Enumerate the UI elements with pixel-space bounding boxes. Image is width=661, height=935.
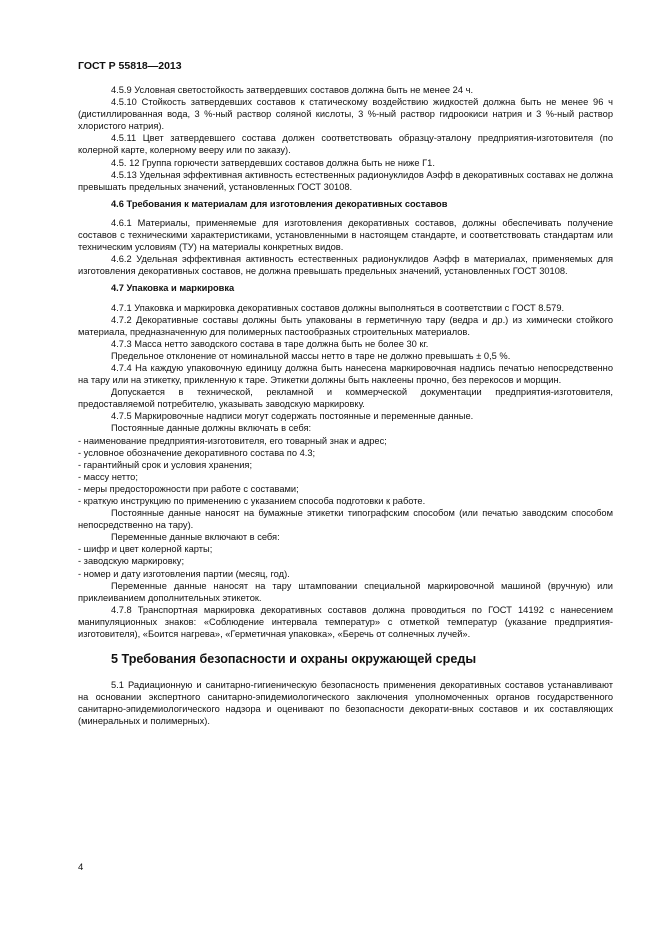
list-item: - заводскую маркировку; — [78, 556, 185, 567]
paragraph-constant-data: Постоянные данные должны включать в себя: — [111, 423, 312, 434]
paragraph-4-7-1: 4.7.1 Упаковка и маркировка декоративных составов должны выполняться в соответствии с ГОСТ 8.579. — [111, 302, 565, 313]
paragraph-4-5-12: 4.5. 12 Группа горючести затвердевших составов должна быть не ниже Г1. — [111, 157, 435, 168]
paragraph-constant-print: Постоянные данные наносят на бумажные этикетки типографским способом (или печатью заводским способом непосредственно на тару). — [78, 508, 613, 531]
paragraph-4-7-2: 4.7.2 Декоративные составы должны быть упакованы в герметичную тару (ведра и др.) из химически стойкого материала, предназначенную для полимерных пастообразных строительных материалов. — [78, 314, 613, 337]
paragraph-4-7-5: 4.7.5 Маркировочные надписи могут содержать постоянные и переменные данные. — [111, 411, 474, 422]
page-number: 4 — [78, 862, 84, 873]
paragraph-variable-data: Переменные данные включают в себя: — [111, 532, 280, 543]
list-item: - меры предосторожности при работе с составами; — [78, 483, 299, 494]
paragraph-4-6-2: 4.6.2 Удельная эффективная активность естественных радионуклидов Аэфф в материалах, применяемых для изготовления декоративных составов, не должна превышать предельных значений, установленных ГОСТ 30108. — [78, 254, 613, 277]
paragraph-tolerance: Предельное отклонение от номинальной массы нетто в таре не должно превышать ± 0,5 %. — [111, 350, 511, 361]
list-item: - массу нетто; — [78, 471, 138, 482]
list-item: - гарантийный срок и условия хранения; — [78, 459, 253, 470]
paragraph-4-5-9: 4.5.9 Условная светостойкость затвердевших составов должна быть не менее 24 ч. — [111, 85, 474, 95]
list-item: - краткую инструкцию по применению с указанием способа подготовки к работе. — [78, 496, 426, 506]
paragraph-variable-print: Переменные данные наносят на тару штамповании специальной маркировочной машиной (вручную) или приклеиванием дополнительных этикеток. — [78, 580, 613, 603]
section-heading-4-7: 4.7 Упаковка и маркировка — [111, 283, 235, 294]
section-heading-5: 5 Требования безопасности и охраны окружающей среды — [111, 652, 477, 667]
list-item: - шифр и цвет колерной карты; — [78, 544, 213, 555]
paragraph-5-1: 5.1 Радиационную и санитарно-гигиеническую безопасность применения декоративных составов устанавливают на основании экспертного санитарно-эпидемиологического заключения уполномоченных органов государственного санитарно-эпидемиологического надзора и оценивают по безопасности декорати-вных составов и их составляющих (минеральных и полимерных). — [78, 680, 613, 727]
paragraph-4-5-11: 4.5.11 Цвет затвердевшего состава должен соответствовать образцу-эталону предприятия-изготовителя (по колерной карте, колерному вееру или по заказу). — [78, 133, 613, 156]
list-item: - условное обозначение декоративного состава по 4.3; — [78, 447, 316, 458]
paragraph-allowed: Допускается в технической, рекламной и коммерческой документации предприятия-изготовителя, предоставляемой потребителю, указывать заводскую маркировку. — [78, 387, 613, 410]
paragraph-4-7-4: 4.7.4 На каждую упаковочную единицу должна быть нанесена маркировочная надпись печатью непосредственно на тару или на этикетку, прикленную к таре. Этикетки должны быть наклеены прочно, без перекосов и морщин. — [78, 362, 613, 386]
list-item: - номер и дату изготовления партии (месяц, год). — [78, 568, 290, 579]
paragraph-4-7-3: 4.7.3 Масса нетто заводского состава в таре должна быть не более 30 кг. — [111, 338, 429, 349]
paragraph-4-5-10: 4.5.10 Стойкость затвердевших составов к статическому воздействию жидкостей должна быть не менее 96 ч (дистиллированная вода, 3 %-ный раствор соляной кислоты, 3 %-ный раствор гидроокиси натрия и 3 %-ный раствор хлористого натрия). — [78, 97, 613, 132]
document-body — [78, 84, 613, 728]
paragraph-4-6-1: 4.6.1 Материалы, применяемые для изготовления декоративных составов, должны обеспечивать получение составов с техническими характеристиками, установленными в настоящем стандарте, и соответствовать стандартам или техническим условиям (ТУ) на материалы конкретных видов. — [78, 217, 613, 253]
section-heading-4-6: 4.6 Требования к материалам для изготовления декоративных составов — [111, 198, 448, 209]
paragraph-4-5-13: 4.5.13 Удельная эффективная активность естественных радионуклидов Аэфф в декоративных составах не должна превышать предельных значений, установленных ГОСТ 30108. — [78, 169, 613, 192]
paragraph-4-7-8: 4.7.8 Транспортная маркировка декоративных составов должна проводиться по ГОСТ 14192 с нанесением манипуляционных знаков: «Соблюдение интервала температур» с отметкой температур (указание предприятия-изготовителя), «Боится нагрева», «Герметичная упаковка», «Беречь от солнечных лучей». — [78, 604, 613, 640]
list-item: - наименование предприятия-изготовителя, его товарный знак и адрес; — [78, 435, 387, 446]
document-header: ГОСТ Р 55818—2013 — [78, 60, 182, 72]
